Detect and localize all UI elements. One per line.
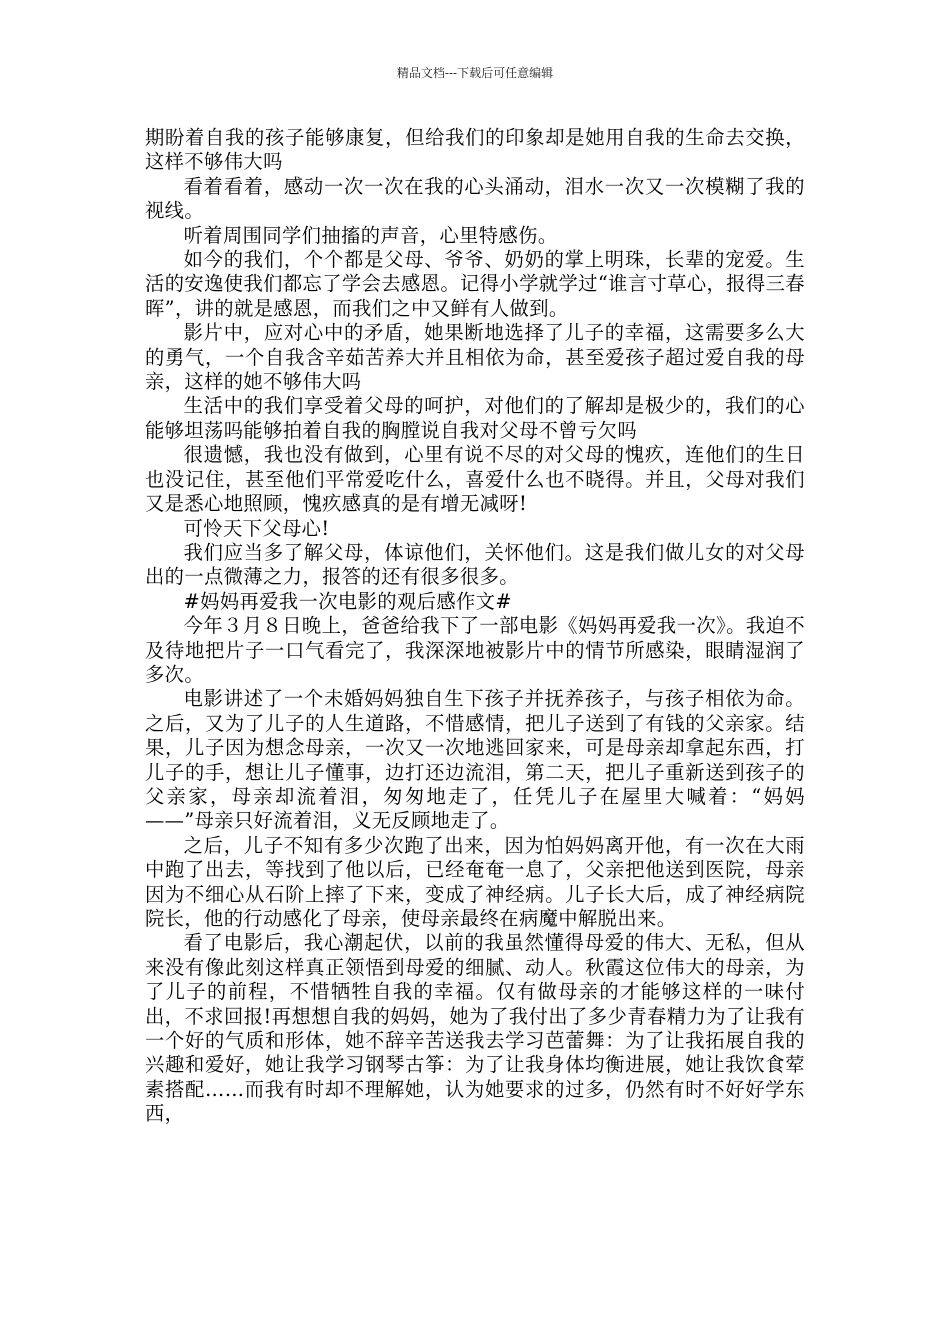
paragraph: 影片中，应对心中的矛盾，她果断地选择了儿子的幸福，这需要多么大的勇气，一个自我含辛茹苦养大并且相依为命，甚至爱孩子超过爱自我的母亲，这样的她不够伟大吗: [145, 321, 805, 394]
paragraph: 今年３月８日晚上，爸爸给我下了一部电影《妈妈再爱我一次》。我迫不及待地把片子一口气看完了，我深深地被影片中的情节所感染，眼睛湿润了多次。: [145, 614, 805, 686]
paragraph: 之后，儿子不知有多少次跑了出来，因为怕妈妈离开他，有一次在大雨中跑了出去，等找到了他以后，已经奄奄一息了，父亲把他送到医院，母亲因为不细心从石阶上摔了下来，变成了神经病。儿子长大后，成了神经病院院长，他的行动感化了母亲，使母亲最终在病魔中解脱出来。: [145, 833, 805, 930]
paragraph: 生活中的我们享受着父母的呵护，对他们的了解却是极少的，我们的心能够坦荡吗能够拍着自我的胸膛说自我对父母不曾亏欠吗: [145, 394, 805, 442]
paragraph: 看着看着，感动一次一次在我的心头涌动，泪水一次又一次模糊了我的视线。: [145, 174, 805, 223]
page-header: 精品文档---下载后可任意编辑: [396, 66, 554, 80]
paragraph: 可怜天下父母心!: [183, 516, 330, 540]
paragraph: 我们应当多了解父母，体谅他们，关怀他们。这是我们做儿女的对父母出的一点微薄之力，报答的还有很多很多。: [145, 540, 805, 589]
paragraph: 电影讲述了一个未婚妈妈独自生下孩子并抚养孩子，与孩子相依为命。之后，又为了儿子的人生道路，不惜感情，把儿子送到了有钱的父亲家。结果，儿子因为想念母亲，一次又一次地逃回家来，可是母亲却拿起东西，打儿子的手，想让儿子懂事，边打还边流泪，第二天，把儿子重新送到孩子的父亲家，母亲却流着泪，匆匆地走了，任凭儿子在屋里大喊着：“妈妈——”母亲只好流着泪，义无反顾地走了。: [145, 687, 805, 833]
paragraph: 听着周围同学们抽搐的声音，心里特感伤。: [183, 223, 558, 247]
paragraph: 很遗憾，我也没有做到，心里有说不尽的对父母的愧疚，连他们的生日也没记住，甚至他们平常爱吃什么，喜爱什么也不晓得。并且，父母对我们又是悉心地照顾，愧疚感真的是有增无减呀!: [145, 443, 805, 516]
paragraph: 如今的我们，个个都是父母、爷爷、奶奶的掌上明珠，长辈的宠爱。生活的安逸使我们都忘了学会去感恩。记得小学就学过“谁言寸草心，报得三春晖”，讲的就是感恩，而我们之中又鲜有人做到。: [145, 248, 805, 320]
section-heading: #妈妈再爱我一次电影的观后感作文#: [183, 589, 512, 613]
paragraph: 期盼着自我的孩子能够康复，但给我们的印象却是她用自我的生命去交换，这样不够伟大吗: [145, 126, 805, 174]
document-body: [145, 126, 805, 1127]
paragraph: 看了电影后，我心潮起伏，以前的我虽然懂得母爱的伟大、无私，但从来没有像此刻这样真正领悟到母爱的细腻、动人。秋霞这位伟大的母亲，为了儿子的前程，不惜牺牲自我的幸福。仅有做母亲的才能够这样的一味付出，不求回报!再想想自我的妈妈，她为了我付出了多少青春精力为了让我有一个好的气质和形体，她不辞辛苦送我去学习芭蕾舞：为了让我拓展自我的兴趣和爱好，她让我学习钢琴古筝：为了让我身体均衡进展，她让我饮食荤素搭配……而我有时却不理解她，认为她要求的过多，仍然有时不好好学东西，: [145, 931, 805, 1126]
